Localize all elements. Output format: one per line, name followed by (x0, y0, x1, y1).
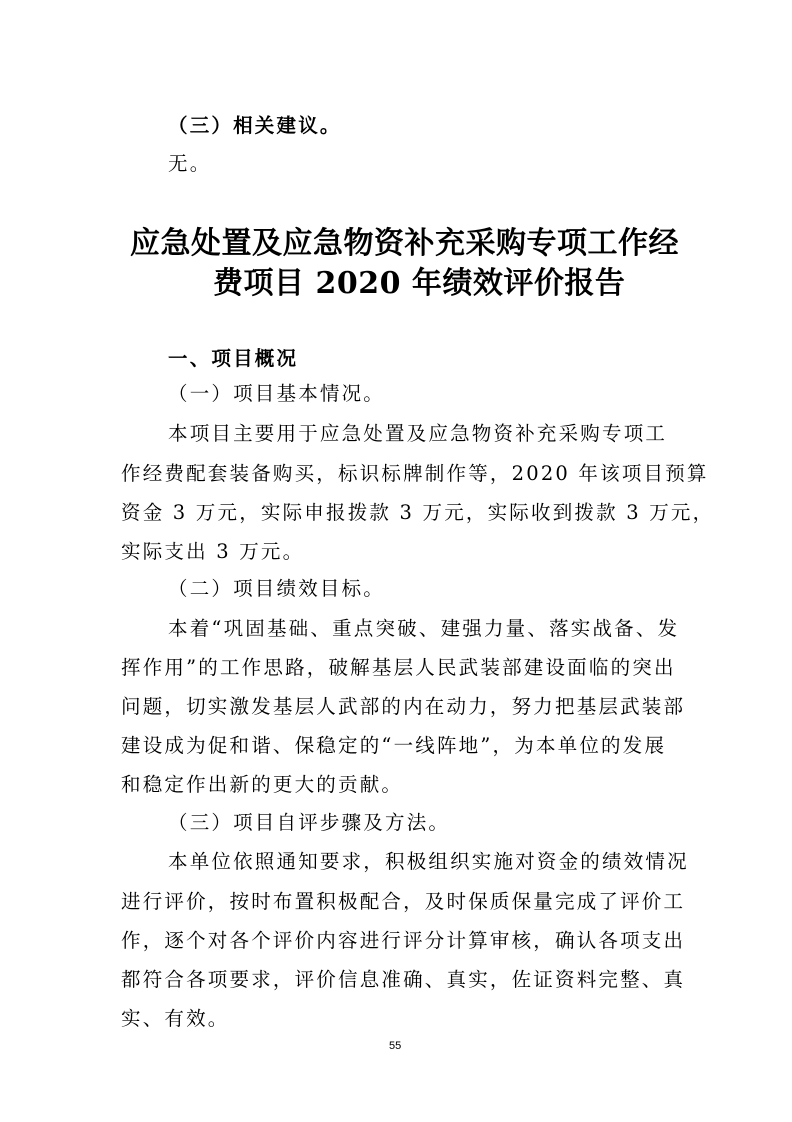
paragraph-line: 挥作用”的工作思路，破解基层人民武装部建设面临的突出 (121, 656, 676, 679)
paragraph-line: 作，逐个对各个评价内容进行评分计算审核，确认各项支出 (121, 929, 686, 952)
subsection-heading-goals: （二）项目绩效目标。 (168, 577, 386, 600)
subsection-heading-basic: （一）项目基本情况。 (168, 382, 386, 405)
subsection-heading-method: （三）项目自评步骤及方法。 (168, 811, 451, 834)
paragraph-line: 实际支出 3 万元。 (121, 540, 305, 563)
paragraph-line: 本单位依照通知要求，积极组织实施对资金的绩效情况 (168, 850, 689, 873)
paragraph-line: 本着“巩固基础、重点突破、建强力量、落实战备、发 (168, 617, 680, 640)
paragraph-line: 本项目主要用于应急处置及应急物资补充采购专项工 (168, 422, 668, 445)
paragraph-line: 实、有效。 (121, 1007, 230, 1030)
report-title-line-1: 应急处置及应急物资补充采购专项工作经 (130, 226, 679, 261)
paragraph-line: 问题，切实激发基层人武部的内在动力，努力把基层武装部 (121, 695, 686, 718)
section-heading-overview: 一、项目概况 (168, 347, 299, 370)
paragraph-line: 建设成为促和谐、保稳定的“一线阵地”，为本单位的发展 (121, 734, 667, 757)
paragraph-line: 都符合各项要求，评价信息准确、真实，佐证资料完整、真 (121, 968, 686, 991)
paragraph-line: 作经费配套装备购买，标识标牌制作等，2020 年该项目预算 (121, 462, 709, 485)
prev-section-body: 无。 (168, 152, 212, 175)
prev-section-heading: （三）相关建议。 (168, 114, 342, 137)
report-title-line-2: 费项目 2020 年绩效评价报告 (213, 266, 626, 301)
paragraph-line: 进行评价，按时布置积极配合，及时保质保量完成了评价工 (121, 890, 686, 913)
paragraph-line: 资金 3 万元，实际申报拨款 3 万元，实际收到拨款 3 万元， (121, 501, 715, 524)
paragraph-line: 和稳定作出新的更大的贡献。 (121, 773, 404, 796)
page-number: 55 (389, 1040, 402, 1052)
